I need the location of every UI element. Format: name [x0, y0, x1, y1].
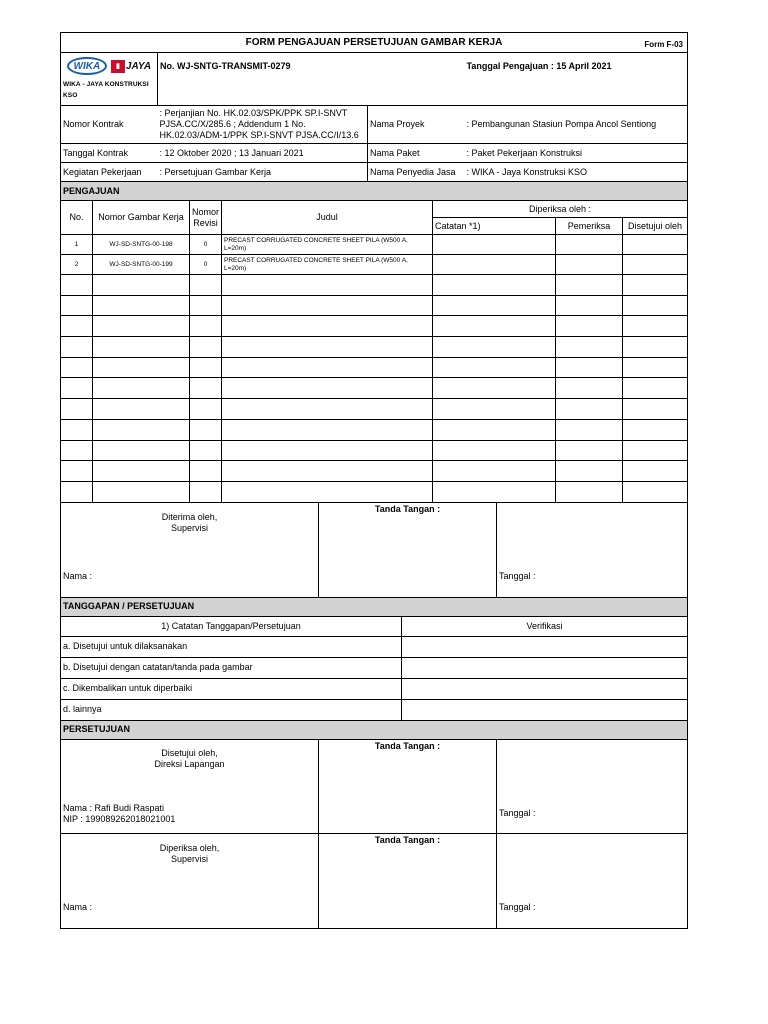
empty-cell	[93, 419, 190, 440]
empty-cell	[433, 399, 556, 420]
empty-cell	[623, 337, 688, 358]
empty-cell	[222, 461, 433, 482]
submission-date: Tanggal Pengajuan : 15 April 2021	[466, 61, 612, 71]
table-row	[61, 461, 688, 482]
empty-cell	[222, 419, 433, 440]
response-option-d: d. lainnya	[61, 699, 402, 720]
empty-cell	[556, 316, 623, 337]
empty-cell	[93, 461, 190, 482]
col-approved-header: Disetujui oleh	[623, 218, 688, 235]
empty-cell	[93, 440, 190, 461]
provider-value: : WIKA - Jaya Konstruksi KSO	[465, 163, 688, 182]
form-title: FORM PENGAJUAN PERSETUJUAN GAMBAR KERJA	[245, 37, 503, 48]
contract-number-label: Nomor Kontrak	[61, 106, 158, 144]
approval-form	[60, 32, 687, 929]
response-table	[60, 597, 688, 721]
empty-rows	[61, 275, 688, 503]
checked-by-name: Nama :	[63, 901, 93, 912]
response-option-a: a. Disetujui untuk dilaksanakan	[61, 636, 402, 657]
empty-cell	[623, 357, 688, 378]
response-option-b: b. Disetujui dengan catatan/tanda pada gambar	[61, 657, 402, 678]
empty-cell	[190, 399, 222, 420]
empty-cell	[433, 275, 556, 296]
empty-cell	[623, 461, 688, 482]
row-title: PRECAST CORRUGATED CONCRETE SHEET PILA (W500 A, L=20m)	[222, 255, 433, 275]
list-item	[61, 636, 688, 657]
empty-cell	[623, 481, 688, 502]
approval-table	[60, 720, 688, 929]
received-by-label: Diterima oleh,	[161, 511, 218, 522]
empty-cell	[61, 357, 93, 378]
row-revision: 0	[190, 235, 222, 255]
col-notes-header: Catatan *1)	[433, 218, 556, 235]
checked-date-cell	[497, 833, 688, 928]
empty-cell	[222, 357, 433, 378]
row-drawing-number: WJ-SD-SNTG-00-198	[93, 235, 190, 255]
list-item	[61, 657, 688, 678]
approved-by-cell	[61, 739, 319, 833]
provider-label: Nama Penyedia Jasa	[368, 163, 465, 182]
approval-signature-cell	[319, 739, 497, 833]
empty-cell	[433, 440, 556, 461]
empty-cell	[433, 357, 556, 378]
received-by-table	[60, 502, 688, 598]
table-row	[61, 337, 688, 358]
empty-cell	[61, 461, 93, 482]
empty-cell	[623, 275, 688, 296]
row-notes	[433, 235, 556, 255]
empty-cell	[433, 419, 556, 440]
submission-section-title: PENGAJUAN	[61, 182, 688, 201]
col-checked-by-header: Diperiksa oleh :	[433, 201, 688, 218]
empty-cell	[433, 295, 556, 316]
empty-cell	[433, 481, 556, 502]
table-row	[61, 316, 688, 337]
row-inspector	[556, 255, 623, 275]
empty-cell	[556, 275, 623, 296]
table-row	[61, 255, 688, 275]
package-name-label: Nama Paket	[368, 144, 465, 163]
approval-date-cell	[497, 739, 688, 833]
empty-cell	[190, 440, 222, 461]
table-row	[61, 481, 688, 502]
empty-cell	[556, 295, 623, 316]
doc-number-cell	[158, 53, 465, 106]
empty-cell	[61, 337, 93, 358]
empty-cell	[93, 316, 190, 337]
empty-cell	[556, 357, 623, 378]
empty-cell	[222, 399, 433, 420]
empty-cell	[623, 295, 688, 316]
approver-nip: NIP : 199089262018021001	[63, 813, 176, 824]
submission-table	[60, 181, 688, 503]
checked-signature-cell	[319, 833, 497, 928]
response-option-c: c. Dikembalikan untuk diperbaiki	[61, 678, 402, 699]
empty-cell	[222, 337, 433, 358]
project-name-value: : Pembangunan Stasiun Pompa Ancol Sentiong	[465, 106, 688, 144]
contract-number-value: : Perjanjian No. HK.02.03/SPK/PPK SP.I-SNVT PJSA.CC/X/285.6 ; Addendum 1 No. HK.02.03/ADM-1/PPK SP.I-SNVT PJSA.CC/I/13.6	[158, 106, 368, 144]
empty-cell	[222, 440, 433, 461]
row-notes	[433, 255, 556, 275]
empty-cell	[623, 419, 688, 440]
empty-cell	[190, 316, 222, 337]
empty-cell	[61, 316, 93, 337]
empty-cell	[623, 316, 688, 337]
empty-cell	[93, 295, 190, 316]
verification-cell	[402, 636, 688, 657]
activity-value: : Persetujuan Gambar Kerja	[158, 163, 368, 182]
approval-date: Tanggal :	[499, 807, 536, 818]
contract-info-table	[60, 105, 688, 182]
empty-cell	[190, 419, 222, 440]
wika-logo-icon: WIKA	[67, 57, 107, 75]
received-by-name: Nama :	[63, 570, 93, 581]
received-by-role: Supervisi	[170, 522, 208, 533]
empty-cell	[61, 481, 93, 502]
approval-signature-label: Tanda Tangan :	[374, 740, 441, 751]
checked-by-label: Diperiksa oleh,	[159, 842, 220, 853]
checked-signature-label: Tanda Tangan :	[374, 834, 441, 845]
row-approved	[623, 235, 688, 255]
row-revision: 0	[190, 255, 222, 275]
empty-cell	[190, 337, 222, 358]
empty-cell	[93, 275, 190, 296]
empty-cell	[623, 378, 688, 399]
empty-cell	[93, 481, 190, 502]
empty-cell	[222, 378, 433, 399]
jaya-logo-icon: ▮ JAYA	[111, 60, 151, 73]
approved-by-role: Direksi Lapangan	[154, 758, 225, 769]
empty-cell	[556, 419, 623, 440]
activity-label: Kegiatan Pekerjaan	[61, 163, 158, 182]
table-row	[61, 399, 688, 420]
project-name-label: Nama Proyek	[368, 106, 465, 144]
empty-cell	[190, 481, 222, 502]
col-title-header: Judul	[222, 201, 433, 235]
logo-cell	[61, 53, 158, 106]
form-title-cell	[61, 33, 688, 53]
table-row	[61, 440, 688, 461]
submission-date-cell	[465, 53, 688, 106]
empty-cell	[93, 357, 190, 378]
verification-cell	[402, 678, 688, 699]
table-row	[61, 235, 688, 255]
empty-cell	[190, 378, 222, 399]
empty-cell	[61, 419, 93, 440]
form-code: Form F-03	[644, 40, 683, 49]
list-item	[61, 699, 688, 720]
package-name-value: : Paket Pekerjaan Konstruksi	[465, 144, 688, 163]
col-inspector-header: Pemeriksa	[556, 218, 623, 235]
received-signature-label: Tanda Tangan :	[374, 503, 441, 514]
verification-cell	[402, 699, 688, 720]
empty-cell	[61, 399, 93, 420]
empty-cell	[93, 378, 190, 399]
contract-date-label: Tanggal Kontrak	[61, 144, 158, 163]
empty-cell	[556, 481, 623, 502]
approver-name-block	[63, 803, 175, 825]
received-signature-cell	[319, 502, 497, 597]
empty-cell	[61, 378, 93, 399]
empty-cell	[61, 295, 93, 316]
received-date-cell	[497, 502, 688, 597]
row-drawing-number: WJ-SD-SNTG-00-199	[93, 255, 190, 275]
received-by-cell	[61, 502, 319, 597]
empty-cell	[61, 275, 93, 296]
empty-cell	[190, 461, 222, 482]
row-no: 2	[61, 255, 93, 275]
empty-cell	[623, 399, 688, 420]
checked-date: Tanggal :	[499, 901, 536, 912]
col-drawing-number-header: Nomor Gambar Kerja	[93, 201, 190, 235]
empty-cell	[61, 440, 93, 461]
verification-cell	[402, 657, 688, 678]
empty-cell	[433, 461, 556, 482]
verification-header: Verifikasi	[402, 616, 688, 636]
empty-cell	[433, 337, 556, 358]
empty-cell	[556, 378, 623, 399]
approved-by-label: Disetujui oleh,	[161, 747, 218, 758]
empty-cell	[222, 481, 433, 502]
empty-cell	[222, 295, 433, 316]
empty-cell	[222, 275, 433, 296]
row-title: PRECAST CORRUGATED CONCRETE SHEET PILA (W500 A, L=20m)	[222, 235, 433, 255]
response-section-title: TANGGAPAN / PERSETUJUAN	[61, 597, 688, 616]
response-notes-header: 1) Catatan Tanggapan/Persetujuan	[61, 616, 402, 636]
col-no-header: No.	[61, 201, 93, 235]
form-header	[60, 32, 688, 106]
col-revision-header: Nomor Revisi	[190, 201, 222, 235]
empty-cell	[190, 295, 222, 316]
table-row	[61, 295, 688, 316]
table-row	[61, 378, 688, 399]
empty-cell	[556, 461, 623, 482]
received-date: Tanggal :	[499, 570, 536, 581]
approval-section-title: PERSETUJUAN	[61, 720, 688, 739]
empty-cell	[433, 316, 556, 337]
table-row	[61, 275, 688, 296]
empty-cell	[190, 357, 222, 378]
company-logo	[63, 57, 155, 101]
empty-cell	[190, 275, 222, 296]
empty-cell	[556, 440, 623, 461]
row-approved	[623, 255, 688, 275]
list-item	[61, 678, 688, 699]
empty-cell	[556, 399, 623, 420]
empty-cell	[93, 337, 190, 358]
contract-date-value: : 12 Oktober 2020 ; 13 Januari 2021	[158, 144, 368, 163]
empty-cell	[556, 337, 623, 358]
doc-number: No. WJ-SNTG-TRANSMIT-0279	[160, 61, 291, 71]
checked-by-cell	[61, 833, 319, 928]
empty-cell	[433, 378, 556, 399]
table-row	[61, 357, 688, 378]
empty-cell	[93, 399, 190, 420]
table-row	[61, 419, 688, 440]
row-inspector	[556, 235, 623, 255]
approver-name: Nama : Rafi Budi Raspati	[63, 802, 165, 813]
checked-by-role: Supervisi	[170, 853, 208, 864]
empty-cell	[222, 316, 433, 337]
logo-caption: WIKA - JAYA KONSTRUKSI KSO	[63, 81, 149, 99]
row-no: 1	[61, 235, 93, 255]
empty-cell	[623, 440, 688, 461]
